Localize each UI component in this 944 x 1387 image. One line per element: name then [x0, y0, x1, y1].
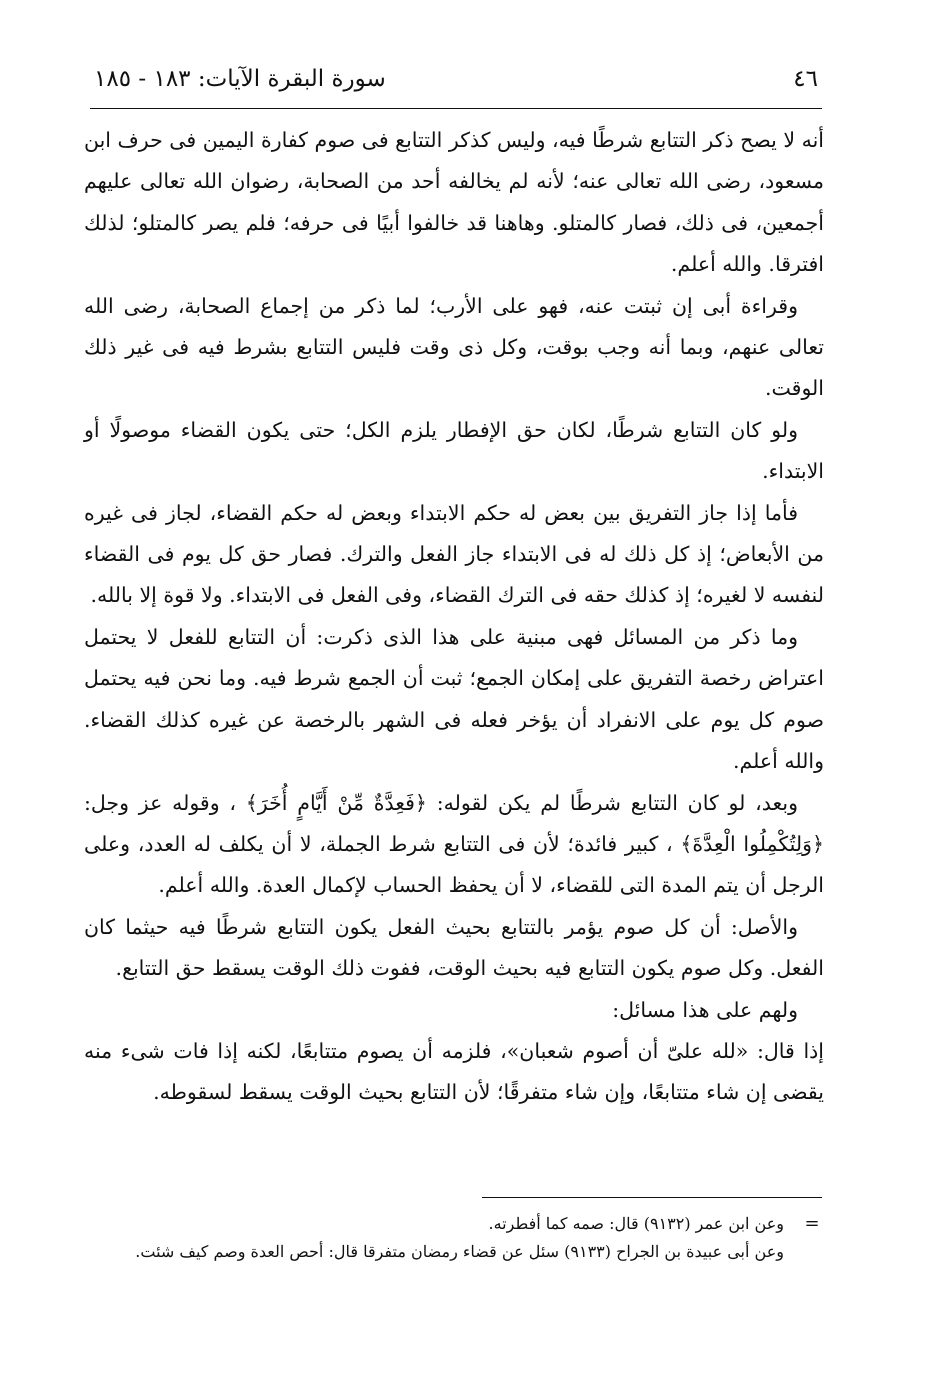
- paragraph-quran-citation: [84, 783, 824, 907]
- footnote-text: وعن أبى عبيدة بن الجراح (٩١٣٣) سئل عن قضاء رمضان متفرقا قال: أحص العدة وصم كيف شئت.: [135, 1242, 784, 1261]
- paragraph: فأما إذا جاز التفريق بين بعض له حكم الابتداء وبعض له حكم القضاء، لجاز فى غيره من الأبعاض؛ إذ كل ذلك له فى الابتداء جاز الفعل والترك. فصار حق كل يوم فى القضاء لنفسه لا لغيره؛ إذ كذلك حقه فى الترك القضاء، وفى الفعل فى الابتداء. ولا قوة إلا بالله.: [84, 500, 824, 608]
- text-segment: ، وقوله عز وجل:: [84, 790, 246, 815]
- paragraph: أنه لا يصح ذكر التتابع شرطًا فيه، وليس كذكر التتابع فى صوم كفارة اليمين فى حرف ابن مسعود، رضى الله تعالى عنه؛ لأنه لم يخالفه أحد من الصحابة، رضوان الله تعالى عليهم أجمعين، فى ذلك، فصار كالمتلو. وهاهنا قد خالفوا أبيًا فى حرفه؛ فلم يصر كالمتلو؛ لذلك افترقا. والله أعلم.: [84, 128, 824, 277]
- footnote-line: [84, 1238, 824, 1266]
- quran-verse: ﴿فَعِدَّةٌ مِّنْ أَيَّامٍ أُخَرَ﴾: [245, 790, 427, 815]
- page-header: [90, 62, 822, 109]
- paragraph: ولو كان التتابع شرطًا، لكان حق الإفطار يلزم الكل؛ حتى يكون القضاء موصولًا أو الابتداء.: [84, 417, 824, 484]
- footnotes: [84, 1210, 824, 1266]
- main-text: [84, 120, 824, 1114]
- quran-verse: ﴿وَلِتُكْمِلُوا الْعِدَّةَ﴾: [680, 831, 824, 856]
- footnote-separator: [482, 1197, 822, 1198]
- paragraph: إذا قال: «لله علىّ أن أصوم شعبان»، فلزمه أن يصوم متتابعًا، لكنه إذا فات شىء منه يقضى إن شاء متتابعًا، وإن شاء متفرقًا؛ لأن التتابع بحيث الوقت يسقط لسقوطه.: [84, 1038, 824, 1105]
- running-title: سورة البقرة الآيات: ١٨٣ - ١٨٥: [94, 66, 386, 92]
- footnote-text: وعن ابن عمر (٩١٣٢) قال: صمه كما أفطرته.: [488, 1214, 784, 1233]
- page-number: ٤٦: [793, 66, 818, 92]
- text-segment: وبعد، لو كان التتابع شرطًا لم يكن لقوله:: [426, 790, 798, 815]
- footnote-continuation-mark: =: [804, 1213, 820, 1234]
- paragraph: والأصل: أن كل صوم يؤمر بالتتابع بحيث الفعل يكون التتابع شرطًا فيه حيثما كان الفعل. وكل صوم يكون التتابع فيه بحيث الوقت، ففوت ذلك الوقت يسقط حق التتابع.: [84, 914, 824, 981]
- paragraph: ولهم على هذا مسائل:: [612, 997, 798, 1022]
- paragraph: وقراءة أبى إن ثبتت عنه، فهو على الأرب؛ لما ذكر من إجماع الصحابة، رضى الله تعالى عنهم، وبما أنه وجب بوقت، وكل ذى وقت فليس التتابع بشرط فيه فى غير ذلك الوقت.: [84, 293, 824, 401]
- text-segment: ، كبير فائدة؛ لأن فى التتابع شرط الجملة، لا أن يكلف له العدد، وعلى الرجل أن يتم المدة التى للقضاء، لا أن يحفظ الحساب لإكمال العدة. والله أعلم.: [84, 831, 824, 898]
- paragraph: وما ذكر من المسائل فهى مبنية على هذا الذى ذكرت: أن التتابع للفعل لا يحتمل اعتراض رخصة التفريق على إمكان الجمع؛ ثبت أن الجمع شرط فيه. وما نحن فيه يحتمل صوم كل يوم على الانفراد أن يؤخر فعله فى الشهر بالرخصة عن غيره كذلك القضاء. والله أعلم.: [84, 624, 824, 774]
- footnote-line: [84, 1210, 824, 1238]
